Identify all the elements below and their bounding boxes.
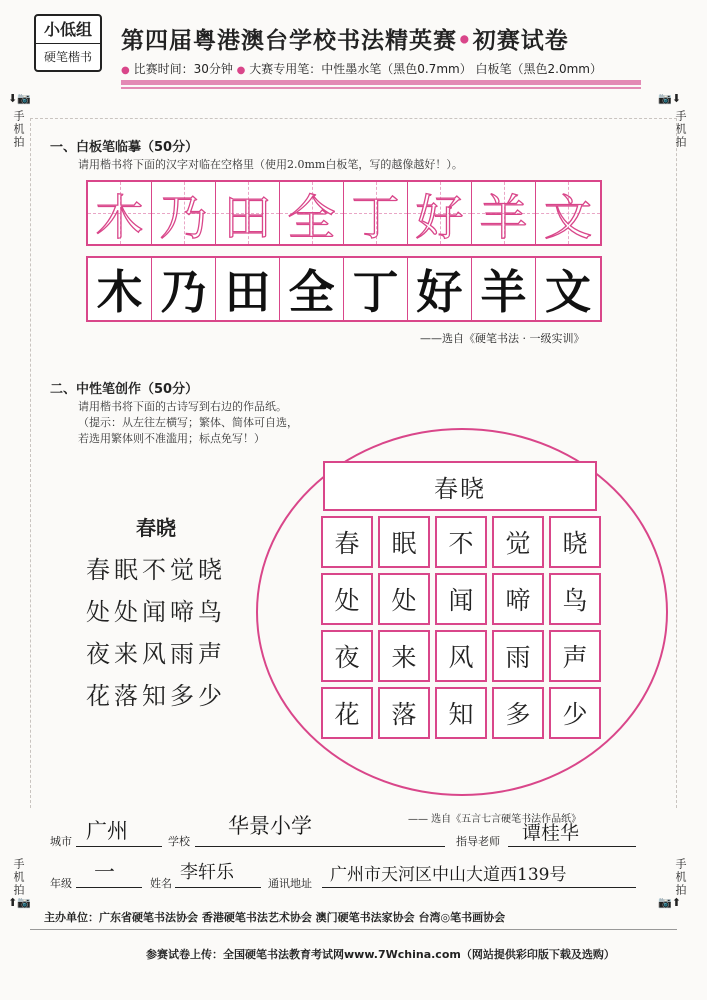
teacher-field[interactable]: 谭桂华 [522, 822, 580, 844]
work-cell[interactable]: 闻 [435, 573, 487, 625]
work-cell[interactable]: 处 [378, 573, 430, 625]
address-line [322, 887, 636, 888]
title-main: 第四届粤港澳台学校书法精英赛 [121, 27, 457, 54]
work-cell[interactable]: 夜 [321, 630, 373, 682]
side-label-bottom-left: 手机拍 [12, 858, 25, 897]
footer-divider [30, 929, 677, 930]
teacher-line [508, 846, 636, 847]
trace-cell[interactable]: 羊 [472, 182, 536, 244]
model-cell: 丁 [344, 258, 408, 320]
trace-cell[interactable]: 田 [216, 182, 280, 244]
work-cell[interactable]: 眠 [378, 516, 430, 568]
work-cell[interactable]: 来 [378, 630, 430, 682]
side-label-top-left: 手机拍 [12, 110, 25, 149]
camera-icon: ⬆📷 [8, 896, 31, 909]
title-dot: • [457, 27, 473, 54]
work-cell[interactable]: 觉 [492, 516, 544, 568]
work-cell[interactable]: 晓 [549, 516, 601, 568]
work-cell[interactable]: 花 [321, 687, 373, 739]
city-label: 城市 [50, 835, 72, 848]
work-cell[interactable]: 春 [321, 516, 373, 568]
model-cell: 全 [280, 258, 344, 320]
group-sub-label: 硬笔楷书 [43, 50, 92, 64]
trace-cell[interactable]: 丁 [344, 182, 408, 244]
model-cell: 好 [408, 258, 472, 320]
competition-info [121, 60, 602, 77]
group-label: 小低组 [36, 16, 100, 44]
bullet-icon: ● [121, 65, 130, 76]
work-cell[interactable]: 多 [492, 687, 544, 739]
model-grid [86, 256, 602, 322]
group-badge [34, 14, 102, 72]
city-field[interactable]: 广州 [86, 819, 128, 843]
upload-info: 参赛试卷上传：全国硬笔书法教育考试网www.7Wchina.com（网站提供彩印版下载及选购） [146, 948, 615, 961]
title-suffix: 初赛试卷 [472, 27, 569, 54]
name-label: 姓名 [150, 877, 172, 890]
work-cell[interactable]: 少 [549, 687, 601, 739]
name-line [175, 887, 261, 888]
header-divider-thin [121, 87, 641, 89]
work-grid [321, 516, 601, 739]
name-field[interactable]: 李轩乐 [180, 862, 234, 883]
poem-line: 夜来风雨声 [86, 640, 226, 668]
side-label-bottom-right: 手机拍 [674, 858, 687, 897]
work-cell[interactable]: 啼 [492, 573, 544, 625]
page-title [121, 22, 569, 55]
poem-title: 春晓 [136, 516, 176, 540]
city-line [76, 846, 162, 847]
model-cell: 文 [545, 265, 591, 319]
model-cell: 田 [216, 258, 280, 320]
section1-title: 一、白板笔临摹（50分） [50, 140, 199, 155]
section2-instruction-3: 若选用繁体则不准滥用；标点免写！） [78, 432, 265, 445]
header-divider [121, 80, 641, 85]
teacher-label: 指导老师 [456, 835, 500, 848]
trace-cell[interactable]: 乃 [152, 182, 216, 244]
grade-label: 年级 [50, 877, 72, 890]
school-field[interactable]: 华景小学 [228, 814, 312, 838]
work-cell[interactable]: 雨 [492, 630, 544, 682]
work-cell[interactable]: 落 [378, 687, 430, 739]
work-cell[interactable]: 鸟 [549, 573, 601, 625]
model-cell: 羊 [472, 258, 536, 320]
school-label: 学校 [168, 835, 190, 848]
trace-cell[interactable]: 文 [536, 182, 600, 244]
camera-icon: 📷⬆ [658, 896, 681, 909]
address-field[interactable]: 广州市天河区中山大道西139号 [330, 865, 567, 885]
work-cell[interactable]: 声 [549, 630, 601, 682]
trace-cell[interactable]: 好 [408, 182, 472, 244]
paper-source: —— 选自《五言七言硬笔书法作品纸》 [408, 814, 582, 825]
section1-source: ——选自《硬笔书法 · 一级实训》 [420, 332, 585, 345]
address-label: 通讯地址 [268, 877, 312, 890]
grade-field[interactable]: 一 [94, 860, 115, 884]
bullet-icon: ● [236, 65, 246, 76]
model-cell: 木 [88, 258, 152, 320]
work-cell[interactable]: 知 [435, 687, 487, 739]
model-cell: 乃 [152, 258, 216, 320]
work-cell[interactable]: 不 [435, 516, 487, 568]
work-cell[interactable]: 处 [321, 573, 373, 625]
work-cell[interactable]: 风 [435, 630, 487, 682]
school-line [195, 846, 445, 847]
trace-cell[interactable]: 木 [88, 182, 152, 244]
section2-instruction-2: （提示：从左往左横写；繁体、简体可自选， [78, 416, 298, 429]
trace-grid [86, 180, 602, 246]
camera-icon: 📷⬇ [658, 92, 681, 105]
work-title: 春晓 [434, 474, 486, 503]
poem-line: 花落知多少 [86, 682, 226, 710]
grade-line [76, 887, 142, 888]
trace-cell[interactable]: 全 [280, 182, 344, 244]
section2-title: 二、中性笔创作（50分） [50, 382, 199, 397]
pen-info: 大赛专用笔：中性墨水笔（黑色0.7mm） 白板笔（黑色2.0mm） [249, 62, 602, 76]
work-title-box[interactable] [323, 461, 597, 511]
organizers: 主办单位：广东省硬笔书法协会 香港硬笔书法艺术协会 澳门硬笔书法家协会 台湾◎笔书画协会 [44, 911, 506, 924]
poem-line: 处处闻啼鸟 [86, 598, 226, 626]
section2-instruction-1: 请用楷书将下面的古诗写到右边的作品纸。 [78, 400, 287, 413]
section1-instruction: 请用楷书将下面的汉字对临在空格里（使用2.0mm白板笔，写的越像越好！）。 [78, 158, 463, 171]
side-label-top-right: 手机拍 [674, 110, 687, 149]
camera-icon: ⬇📷 [8, 92, 31, 105]
time-info: 比赛时间：30分钟 [133, 62, 233, 76]
poem-line: 春眠不觉晓 [86, 556, 226, 584]
